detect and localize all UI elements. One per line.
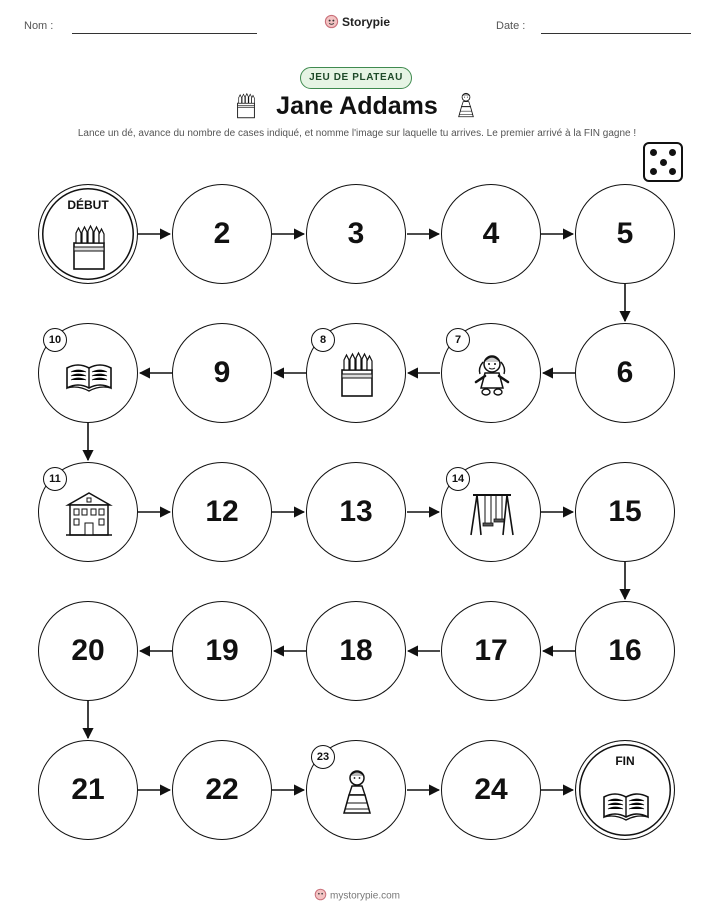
space-number: 15: [608, 495, 642, 528]
space-16[interactable]: [575, 601, 675, 701]
space-number-badge: 7: [446, 328, 470, 352]
space-8[interactable]: [306, 323, 406, 423]
open-book-icon: [601, 779, 651, 829]
space-number: 4: [482, 217, 500, 250]
space-number: 19: [205, 634, 239, 667]
space-number: 3: [347, 217, 365, 250]
wooden-doll-icon: [332, 767, 382, 817]
instructions: Lance un dé, avance du nombre de cases indiqué, et nomme l'image sur laquelle tu arrives. Le premier arrivé à la FIN gagne !: [77, 128, 637, 139]
space-number: 6: [616, 356, 634, 389]
open-book-icon: [64, 350, 114, 400]
date-label: Date :: [496, 20, 526, 32]
crayon-box-icon: [332, 350, 382, 400]
space-number-badge: 10: [43, 328, 67, 352]
name-label: Nom :: [24, 20, 54, 32]
space-23[interactable]: [306, 740, 406, 840]
space-number: 5: [616, 217, 634, 250]
space-number: 17: [474, 634, 508, 667]
space-4[interactable]: [441, 184, 541, 284]
space-13[interactable]: [306, 462, 406, 562]
space-5[interactable]: [575, 184, 675, 284]
space-10[interactable]: [38, 323, 138, 423]
space-20[interactable]: [38, 601, 138, 701]
swing-set-icon: [467, 489, 517, 539]
space-end[interactable]: [575, 740, 675, 840]
space-22[interactable]: [172, 740, 272, 840]
space-number: 22: [205, 773, 239, 806]
storypie-logo-icon: [314, 888, 327, 904]
space-6[interactable]: [575, 323, 675, 423]
space-number-badge: 23: [311, 745, 335, 769]
space-3[interactable]: [306, 184, 406, 284]
space-number-badge: 14: [446, 467, 470, 491]
space-15[interactable]: [575, 462, 675, 562]
space-number: 20: [71, 634, 105, 667]
space-19[interactable]: [172, 601, 272, 701]
crayon-box-icon: [64, 223, 114, 273]
space-24[interactable]: [441, 740, 541, 840]
space-number-badge: 11: [43, 467, 67, 491]
space-7[interactable]: [441, 323, 541, 423]
brand-name: Storypie: [341, 15, 390, 30]
end-label: FIN: [615, 754, 635, 768]
space-9[interactable]: [172, 323, 272, 423]
space-14[interactable]: [441, 462, 541, 562]
space-11[interactable]: [38, 462, 138, 562]
space-number: 12: [205, 495, 239, 528]
space-number: 18: [339, 634, 373, 667]
space-number: 13: [339, 495, 373, 528]
settlement-house-icon: [64, 489, 114, 539]
space-18[interactable]: [306, 601, 406, 701]
footer-site[interactable]: mystorypie.com: [329, 890, 400, 902]
rag-doll-icon: [467, 350, 517, 400]
space-number-badge: 8: [311, 328, 335, 352]
space-number: 2: [213, 217, 231, 250]
footer: [0, 888, 714, 904]
space-number: 24: [474, 773, 508, 806]
space-number: 9: [213, 356, 231, 389]
space-start[interactable]: [38, 184, 138, 284]
start-label: DÉBUT: [67, 198, 109, 212]
space-21[interactable]: [38, 740, 138, 840]
space-2[interactable]: [172, 184, 272, 284]
game-type-tag: JEU DE PLATEAU: [300, 67, 412, 89]
space-number: 16: [608, 634, 642, 667]
page-title: Jane Addams: [276, 92, 438, 120]
space-12[interactable]: [172, 462, 272, 562]
space-17[interactable]: [441, 601, 541, 701]
space-number: 21: [71, 773, 105, 806]
